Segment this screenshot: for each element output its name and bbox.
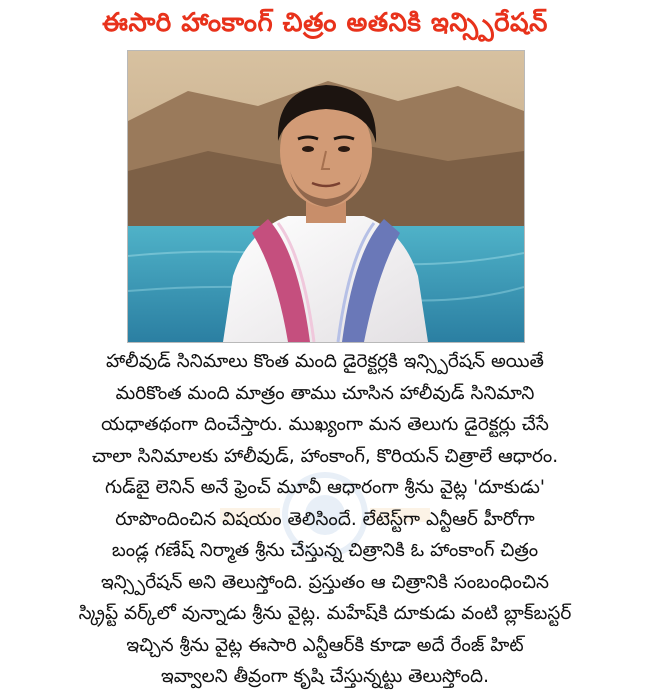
- article-line: హాలీవుడ్ సినిమాలు కొంత మంది డైరెక్టర్లకి ఇన్స్పిరేషన్ అయితే: [106, 351, 544, 372]
- article-line: ఇచ్చిన శ్రీను వైట్ల ఈసారి ఎన్టీఆర్‌కి కూడా అదే రేంజ్ హిట్: [126, 634, 524, 656]
- article-line: ఇన్స్పిరేషన్ అని తెలుస్తోంది. ప్రస్తుతం ఆ చిత్రానికి సంబంధించిన: [100, 571, 550, 593]
- article-line: బండ్ల గణేష్ నిర్మాత శ్రీను చేస్తున్న చిత్రానికి ఓ హాంకాంగ్ చిత్రం: [111, 540, 539, 561]
- article-line: ఇవ్వాలని తీవ్రంగా కృషి చేస్తున్నట్టు తెలుస్తోంది.: [161, 666, 489, 687]
- article-headline: ఈసారి హాంకాంగ్ చిత్రం అతనికి ఇన్స్పిరేషన్: [102, 8, 548, 38]
- article-line: మరికొంత మంది మాత్రం తాము చూసిన హాలీవుడ్ సినిమాని: [115, 382, 535, 404]
- article-line: స్క్రిప్ట్ వర్క్‌లో వున్నాడు శ్రీను వైట్ల. మహేష్‌కి దూకుడు వంటి బ్లాక్‌బస్టర్: [78, 603, 572, 624]
- article-line: గుడ్‌బై లెనిన్ అనే ఫ్రెంచ్ మూవీ ఆధారంగా శ్రీను వైట్ల 'దూకుడు': [104, 477, 546, 498]
- article-body: [0, 346, 650, 693]
- article-photo: [127, 50, 525, 343]
- article-line: చాలా సినిమాలకు హాలీవుడ్, హాంకాంగ్, కొరియన్ చిత్రాలే ఆధారం.: [91, 445, 559, 467]
- article-line: రూపొందించిన విషయం తెలిసిందే. లేటెస్ట్‌గా ఎన్టీఆర్ హీరోగా: [115, 508, 535, 530]
- article-line: యధాతథంగా దించేస్తారు. ముఖ్యంగా మన తెలుగు డైరెక్టర్లు చేసే: [101, 414, 549, 435]
- portrait-photo-icon: [128, 51, 524, 342]
